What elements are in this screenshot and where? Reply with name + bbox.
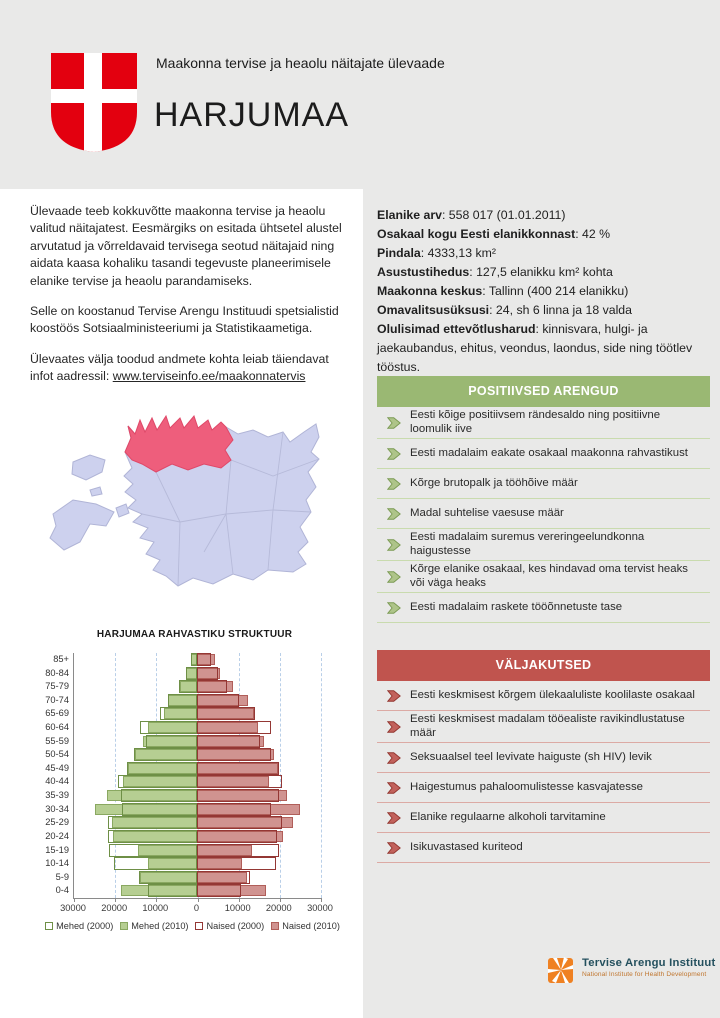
- list-item-text: Kõrge elanike osakaal, kes hindavad oma tervist heaks või väga heaks: [410, 563, 688, 589]
- pyramid-bar: [197, 694, 239, 707]
- tai-starburst-icon: [548, 957, 574, 984]
- pyramid-bar: [109, 844, 196, 857]
- muhu-island: [116, 504, 129, 517]
- arrow-bullet-icon: [387, 690, 401, 702]
- age-group-label: 30-34: [45, 803, 69, 814]
- pyramid-bar: [160, 707, 197, 720]
- pyramid-bar: [197, 653, 211, 666]
- fact-value: : 4333,13 km²: [420, 246, 496, 260]
- pyramid-bar: [121, 789, 197, 802]
- x-tick-label: 20000: [101, 903, 128, 913]
- list-item: [377, 469, 710, 499]
- intro-paragraph-1: Ülevaade teeb kokkuvõtte maakonna tervise ja heaolu valitud näitajatest. Eesmärgiks on esitada ühtsetel alustel arvutatud ja võrreldavaid tervisega seotud näitajaid ning aidata kaasa kohaliku tasandi tegevuste planeerimisele elanike tervise ja heaolu parandamiseks.: [30, 204, 342, 288]
- x-tick-label: 10000: [224, 903, 251, 913]
- list-item: [377, 561, 710, 593]
- age-group-label: 60-64: [45, 722, 69, 733]
- list-item-text: Eesti madalaim suremus vereringeelundkonna haigustesse: [410, 531, 645, 557]
- pyramid-bar: [148, 884, 197, 897]
- list-item-text: Eesti keskmisest madalam tööealiste ravikindlustatuse määr: [410, 713, 685, 739]
- age-group-label: 0-4: [55, 885, 69, 896]
- positives-header: POSITIIVSED ARENGUD: [377, 376, 710, 407]
- pyramid-bar: [122, 803, 197, 816]
- arrow-bullet-icon: [387, 571, 401, 583]
- pyramid-bar: [197, 735, 261, 748]
- legend-label: Naised (2000): [206, 921, 265, 931]
- fact-label: Asustustihedus: [377, 265, 470, 279]
- chart-title: HARJUMAA RAHVASTIKU STRUKTUUR: [96, 629, 293, 640]
- pyramid-bar: [168, 694, 196, 707]
- pyramid-bar: [140, 721, 196, 734]
- fact-label: Maakonna keskus: [377, 284, 483, 298]
- list-item-text: Seksuaalsel teel levivate haiguste (sh HIV) levik: [410, 750, 652, 763]
- list-item: [377, 593, 710, 623]
- arrow-bullet-icon: [387, 539, 401, 551]
- age-group-label: 20-24: [45, 830, 69, 841]
- harjumaa-region: [125, 416, 233, 472]
- x-tick-label: 30000: [307, 903, 333, 913]
- fact-label: Pindala: [377, 246, 421, 260]
- age-group-label: 45-49: [45, 762, 69, 773]
- challenges-header: VÄLJAKUTSED: [377, 650, 710, 681]
- pyramid-bar: [197, 789, 279, 802]
- list-item: [377, 743, 710, 773]
- age-group-label: 55-59: [45, 735, 69, 746]
- pyramid-bar: [197, 721, 271, 734]
- age-group-label: 35-39: [45, 790, 69, 801]
- intro-paragraph-2: Selle on koostanud Tervise Arengu Instituudi spetsialistid koostöös Sotsiaalministeeriumi ja Statistikaametiga.: [30, 304, 339, 336]
- arrow-bullet-icon: [387, 602, 401, 614]
- arrow-bullet-icon: [387, 508, 401, 520]
- vormsi-island: [90, 487, 102, 496]
- legend-item: [271, 921, 340, 931]
- harju-coat-of-arms-icon: [50, 52, 138, 153]
- x-tick-label: 20000: [265, 903, 292, 913]
- estonia-map: [28, 392, 360, 616]
- legend-label: Mehed (2000): [56, 921, 114, 931]
- legend-item: [195, 921, 264, 931]
- list-item: [377, 773, 710, 803]
- list-item-text: Isikuvastased kuriteod: [410, 840, 523, 853]
- age-group-label: 40-44: [45, 776, 69, 787]
- fact-value: : 24, sh 6 linna ja 18 valda: [489, 303, 632, 317]
- fact-line: [377, 320, 710, 377]
- chart-x-axis-labels: [60, 903, 333, 915]
- positives-items: [377, 407, 710, 623]
- county-facts-list: [377, 206, 710, 377]
- legend-swatch-icon: [120, 922, 128, 930]
- challenges-items: [377, 681, 710, 863]
- list-item-text: Madal suhtelise vaesuse määr: [410, 506, 564, 519]
- challenges-box: [377, 650, 710, 863]
- legend-label: Mehed (2010): [131, 921, 189, 931]
- intro-text: [30, 203, 348, 399]
- pyramid-bar: [134, 748, 196, 761]
- terviseinfo-link[interactable]: www.terviseinfo.ee/maakonnatervis: [112, 369, 306, 384]
- list-item-text: Kõrge brutopalk ja tööhõive määr: [410, 476, 578, 489]
- pyramid-bar: [108, 830, 196, 843]
- fact-line: [377, 206, 710, 225]
- arrow-bullet-icon: [387, 752, 401, 764]
- fact-value: : 558 017 (01.01.2011): [441, 208, 566, 222]
- axis-tick: [321, 898, 322, 902]
- hiiumaa-island: [72, 455, 105, 480]
- age-group-label: 75-79: [45, 681, 69, 692]
- pyramid-bar: [146, 735, 197, 748]
- tai-logo: [548, 957, 715, 984]
- list-item: [377, 439, 710, 469]
- list-item: [377, 499, 710, 529]
- fact-value: : kinnisvara, hulgi- ja jaekaubandus, ehitus, veondus, laondus, side ning töötlev tööstus.: [377, 322, 693, 374]
- fact-line: [377, 301, 710, 320]
- intro-link-prefix: Ülevaates välja toodud andmete kohta leiab täiendavat infot aadressil:: [30, 351, 329, 384]
- age-group-label: 65-69: [45, 708, 69, 719]
- axis-tick: [280, 898, 281, 902]
- pyramid-bar: [114, 857, 196, 870]
- fact-line: [377, 225, 710, 244]
- list-item-text: Haigestumus pahaloomulistesse kasvajatesse: [410, 780, 643, 793]
- axis-tick: [239, 898, 240, 902]
- legend-item: [45, 921, 113, 931]
- gridline: [321, 653, 322, 898]
- legend-item: [120, 921, 188, 931]
- pyramid-bar: [197, 816, 283, 829]
- list-item: [377, 529, 710, 561]
- list-item-text: Elanike regulaarne alkoholi tarvitamine: [410, 810, 606, 823]
- fact-label: Osakaal kogu Eesti elanikkonnast: [377, 227, 576, 241]
- fact-label: Omavalitsusüksusi: [377, 303, 490, 317]
- pyramid-bar: [186, 667, 197, 680]
- list-item-text: Eesti keskmisest kõrgem ülekaaluliste koolilaste osakaal: [410, 688, 695, 701]
- arrow-bullet-icon: [387, 812, 401, 824]
- pyramid-bar: [197, 803, 272, 816]
- x-tick-label: 0: [193, 903, 200, 913]
- arrow-bullet-icon: [387, 782, 401, 794]
- axis-tick: [198, 898, 199, 902]
- fact-line: [377, 244, 710, 263]
- pyramid-bar: [197, 871, 251, 884]
- list-item-text: Eesti madalaim eakate osakaal maakonna rahvastikust: [410, 446, 688, 459]
- arrow-bullet-icon: [387, 448, 401, 460]
- tai-org-name: Tervise Arengu Instituut: [582, 957, 716, 969]
- age-group-label: 15-19: [45, 844, 69, 855]
- arrow-bullet-icon: [387, 721, 401, 733]
- positives-box: [377, 376, 710, 623]
- age-group-label: 50-54: [45, 749, 69, 760]
- axis-tick: [156, 898, 157, 902]
- pyramid-bar: [197, 830, 277, 843]
- list-item-text: Eesti madalaim raskete tööõnnetuste tase: [410, 600, 623, 613]
- age-group-label: 70-74: [45, 694, 69, 705]
- list-item: [377, 833, 710, 863]
- saaremaa-island: [50, 500, 114, 550]
- pyramid-bar: [197, 748, 271, 761]
- pyramid-bar: [108, 816, 196, 829]
- age-group-label: 10-14: [45, 858, 69, 869]
- list-item: [377, 711, 710, 743]
- fact-line: [377, 263, 710, 282]
- legend-swatch-icon: [195, 922, 203, 930]
- age-group-label: 80-84: [45, 667, 69, 678]
- legend-swatch-icon: [271, 922, 279, 930]
- list-item: [377, 803, 710, 833]
- fact-label: Olulisimad ettevõtlusharud: [377, 322, 536, 336]
- pyramid-bar: [197, 857, 276, 870]
- arrow-bullet-icon: [387, 417, 401, 429]
- axis-tick: [74, 898, 75, 902]
- legend-label: Naised (2010): [282, 921, 340, 931]
- age-group-label: 5-9: [55, 871, 69, 882]
- pyramid-bar: [197, 884, 241, 897]
- pyramid-bar: [127, 762, 196, 775]
- intro-paragraph-3: [30, 351, 348, 386]
- fact-value: : Tallinn (400 214 elanikku): [482, 284, 629, 298]
- fact-value: : 127,5 elanikku km² kohta: [469, 265, 613, 279]
- list-item-text: Eesti kõige positiivsem rändesaldo ning positiivne loomulik iive: [410, 409, 661, 435]
- list-item: [377, 681, 710, 711]
- tai-org-name-en: National Institute for Health Development: [582, 971, 707, 978]
- arrow-bullet-icon: [387, 478, 401, 490]
- axis-tick: [115, 898, 116, 902]
- x-tick-label: 30000: [60, 903, 86, 913]
- arrow-bullet-icon: [387, 842, 401, 854]
- x-tick-label: 10000: [142, 903, 169, 913]
- pyramid-bar: [197, 844, 279, 857]
- document-subtitle: Maakonna tervise ja heaolu näitajate ülevaade: [156, 55, 445, 71]
- pyramid-bar: [197, 775, 283, 788]
- chart-legend: [39, 921, 340, 931]
- legend-swatch-icon: [45, 922, 53, 930]
- pyramid-bar: [197, 680, 228, 693]
- pyramid-bar: [197, 707, 256, 720]
- pyramid-bar: [197, 762, 279, 775]
- pyramid-bar: [179, 680, 197, 693]
- fact-label: Elanike arv: [377, 208, 442, 222]
- fact-value: : 42 %: [575, 227, 611, 241]
- pyramid-bar: [197, 667, 219, 680]
- age-group-label: 85+: [53, 654, 69, 664]
- page-title: HARJUMAA: [154, 96, 350, 134]
- fact-line: [377, 282, 710, 301]
- pyramid-bar: [139, 871, 196, 884]
- pyramid-bar: [118, 775, 197, 788]
- age-group-label: 25-29: [45, 817, 69, 828]
- list-item: [377, 407, 710, 439]
